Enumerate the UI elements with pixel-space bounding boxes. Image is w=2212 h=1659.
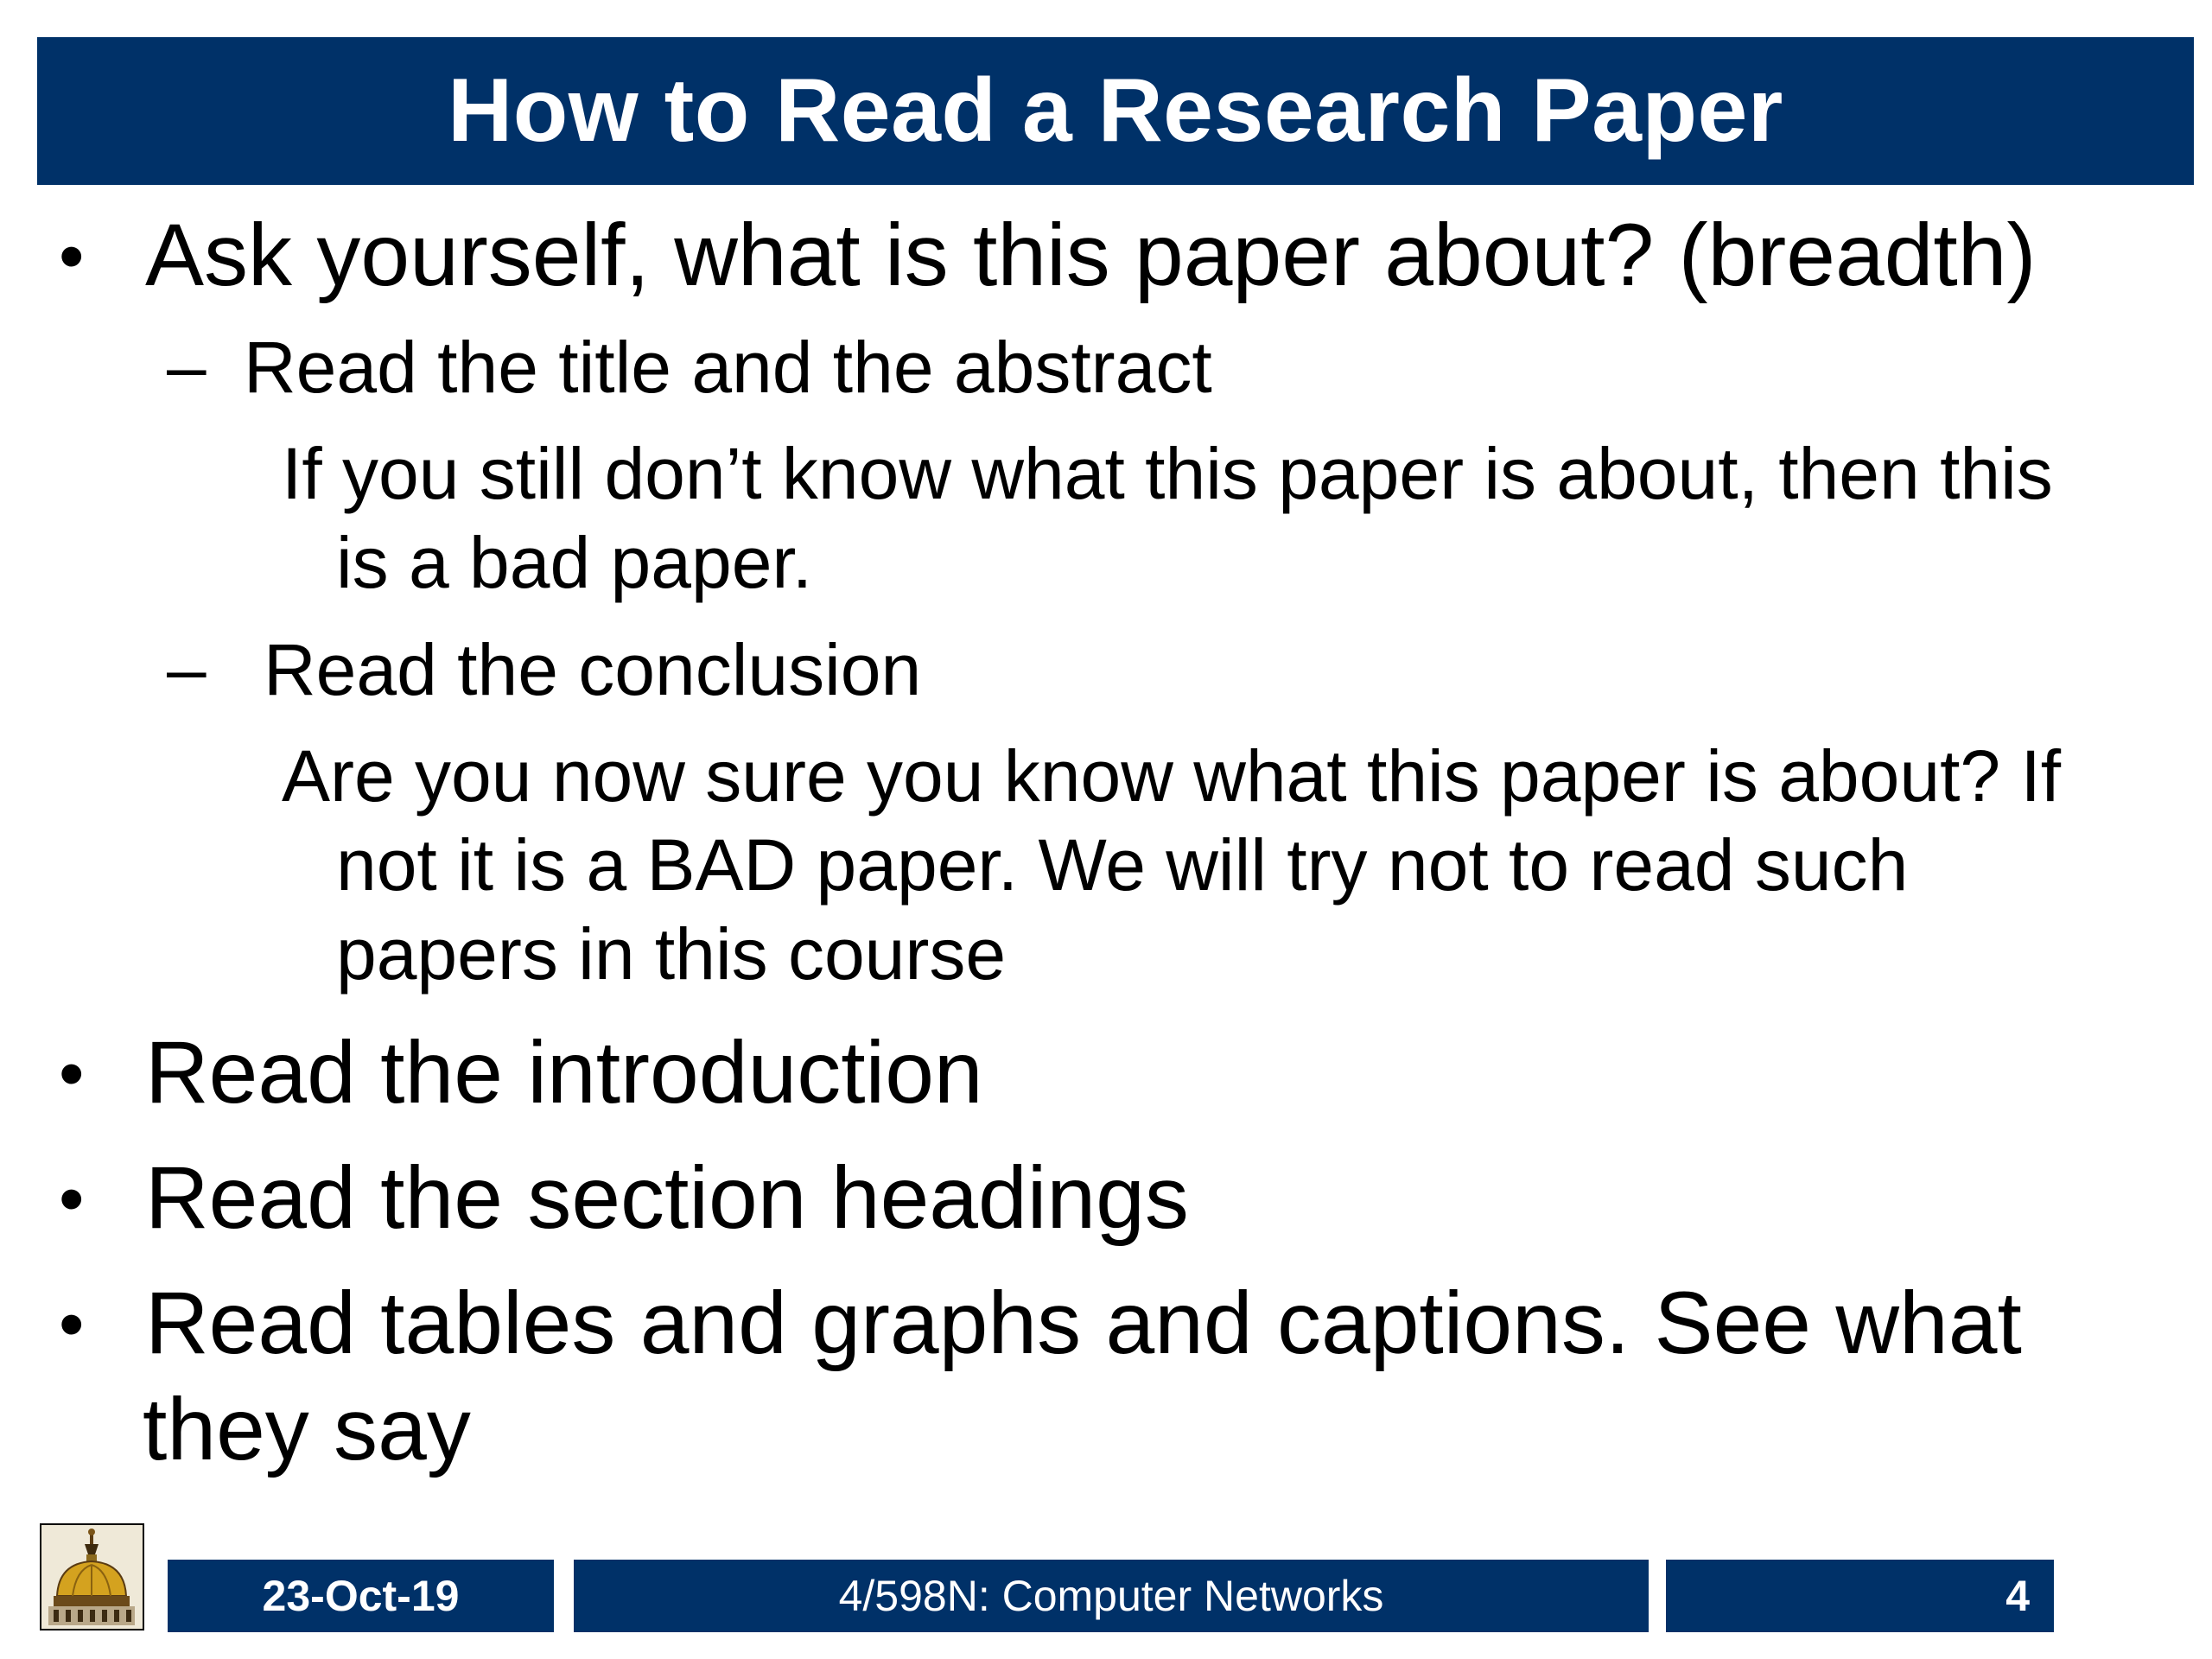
footer-date: 23-Oct-19	[262, 1572, 460, 1620]
subitem-2-note-line-2: not it is a BAD paper. We will try not to read such	[336, 824, 1909, 906]
bullet-dot-icon: •	[59, 1158, 85, 1239]
bullet-3-text: Read the section headings	[145, 1148, 1189, 1247]
bullet-4-text-line-1: Read tables and graphs and captions. See what	[145, 1274, 2022, 1372]
bullet-dot-icon: •	[59, 1283, 85, 1364]
subitem-2-text: Read the conclusion	[264, 629, 922, 710]
footer-page-number: 4	[2005, 1572, 2030, 1620]
en-dash-icon: –	[167, 327, 207, 406]
bullet-4-text-line-2: they say	[143, 1380, 471, 1478]
subitem-1-note-line-2: is a bad paper.	[336, 522, 813, 603]
subitem-2-note-line-1: Are you now sure you know what this paper is about? If	[282, 735, 2062, 817]
bullet-2-text: Read the introduction	[145, 1023, 983, 1122]
subitem-1-text: Read the title and the abstract	[244, 327, 1212, 408]
bullet-1-text: Ask yourself, what is this paper about? (breadth)	[145, 206, 2037, 304]
subitem-1-note-line-1: If you still don’t know what this paper is about, then this	[282, 433, 2053, 514]
slide-title-bar	[37, 37, 2194, 185]
footer-page-box	[1666, 1560, 2054, 1632]
subitem-2-note-line-3: papers in this course	[336, 913, 1007, 995]
footer-course-box	[574, 1560, 1649, 1632]
slide-title: How to Read a Research Paper	[448, 60, 1783, 161]
footer-date-box	[168, 1560, 554, 1632]
bullet-dot-icon: •	[59, 1033, 85, 1114]
dome-logo-icon	[40, 1523, 144, 1630]
bullet-dot-icon: •	[59, 215, 85, 296]
footer-course-title: 4/598N: Computer Networks	[838, 1572, 1384, 1620]
en-dash-icon: –	[167, 630, 207, 709]
